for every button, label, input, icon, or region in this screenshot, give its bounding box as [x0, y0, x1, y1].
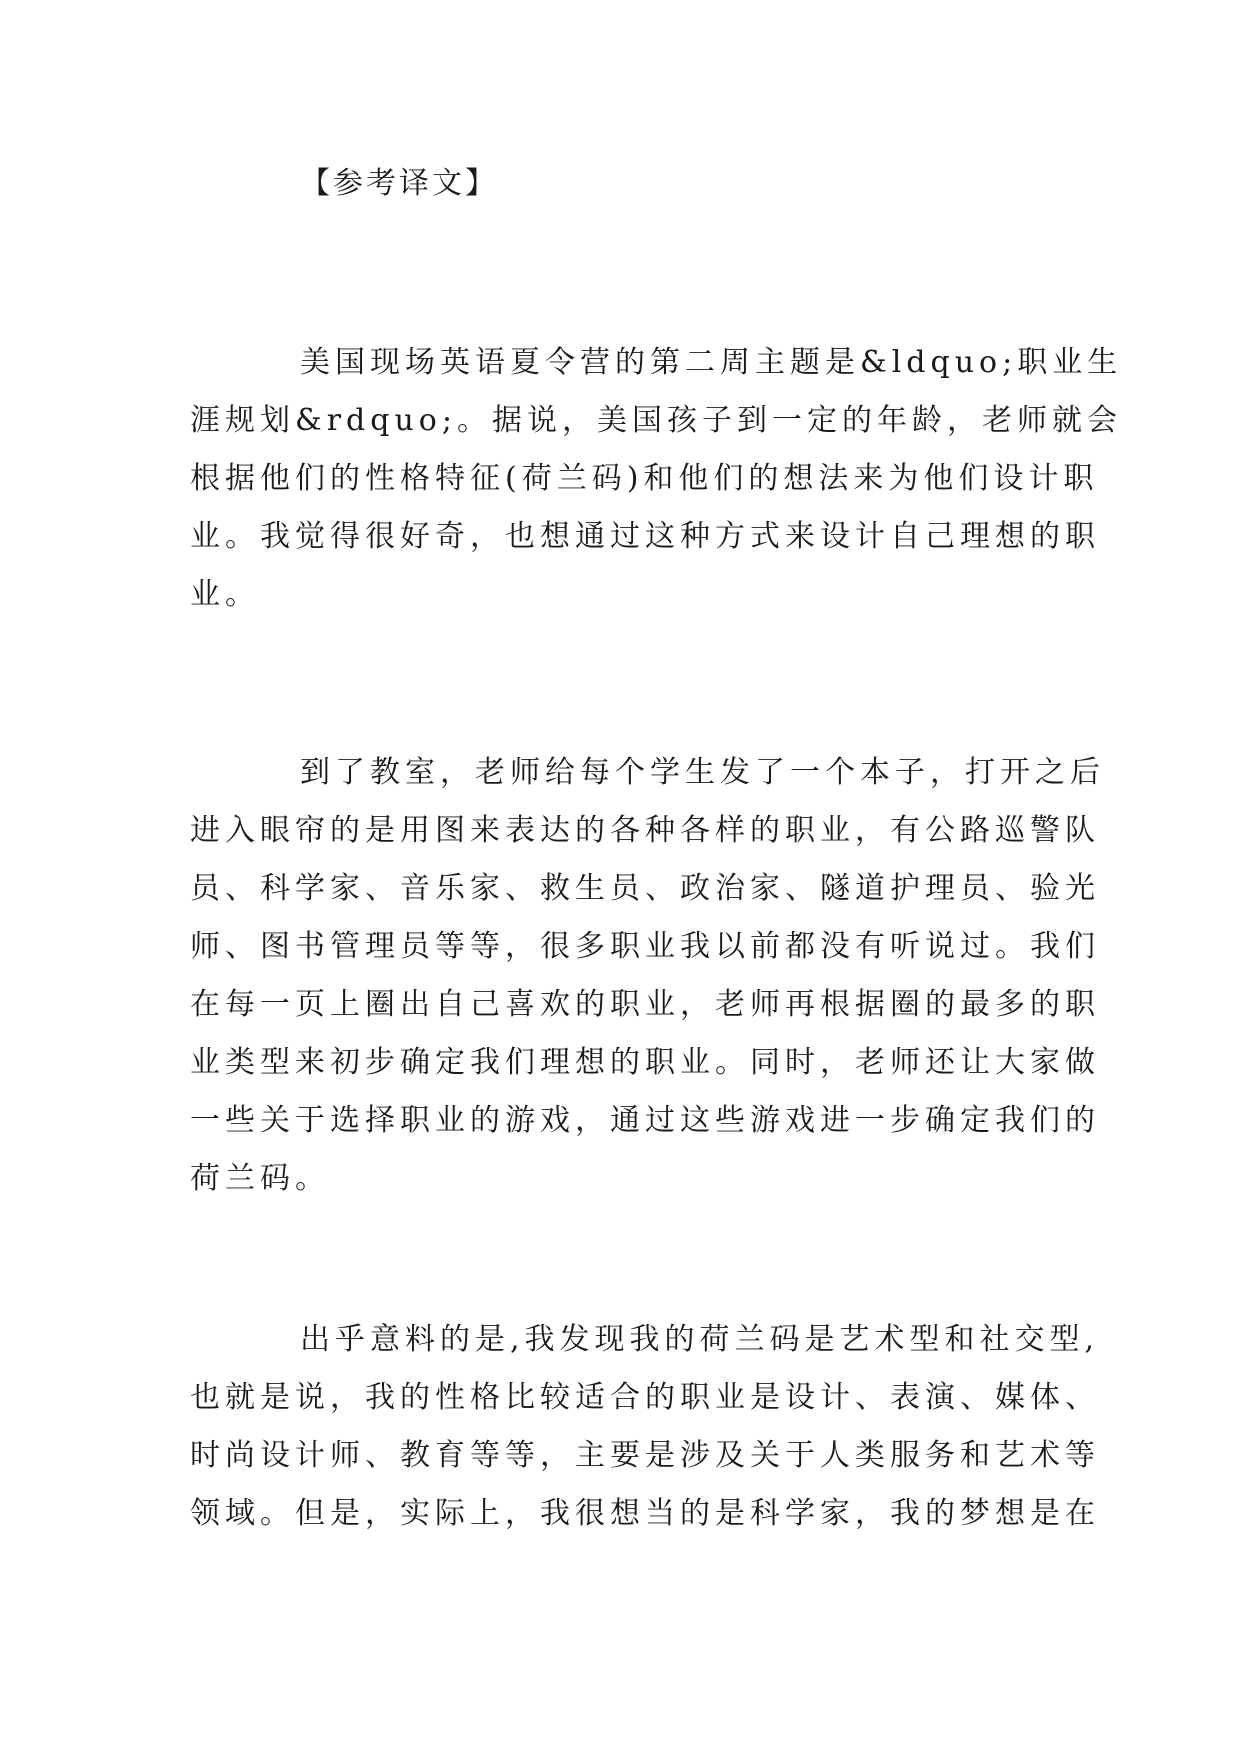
section-heading: 【参考译文】 — [300, 166, 498, 201]
paragraph-2 — [190, 744, 1105, 1208]
text-line: 在每一页上圈出自己喜欢的职业，老师再根据圈的最多的职 — [190, 987, 1100, 1022]
text-line: 时尚设计师、教育等等，主要是涉及关于人类服务和艺术等 — [190, 1438, 1100, 1473]
text-line: 业。 — [190, 577, 260, 612]
paragraph-1 — [190, 334, 1123, 624]
text-line: 美国现场英语夏令营的第二周主题是&ldquo;职业生 — [300, 345, 1123, 380]
text-line: 领域。但是，实际上，我很想当的是科学家，我的梦想是在 — [190, 1496, 1100, 1531]
text-line: 员、科学家、音乐家、救生员、政治家、隧道护理员、验光 — [190, 871, 1100, 906]
text-line: 根据他们的性格特征(荷兰码)和他们的想法来为他们设计职 — [190, 461, 1099, 496]
text-line: 涯规划&rdquo;。据说，美国孩子到一定的年龄，老师就会 — [190, 403, 1122, 438]
text-line: 到了教室，老师给每个学生发了一个本子，打开之后 — [300, 755, 1105, 790]
text-line: 业。我觉得很好奇，也想通过这种方式来设计自己理想的职 — [190, 519, 1100, 554]
text-line: 一些关于选择职业的游戏，通过这些游戏进一步确定我们的 — [190, 1103, 1100, 1138]
text-line: 进入眼帘的是用图来表达的各种各样的职业，有公路巡警队 — [190, 813, 1100, 848]
text-line: 师、图书管理员等等，很多职业我以前都没有听说过。我们 — [190, 929, 1100, 964]
paragraph-3 — [190, 1311, 1100, 1543]
text-line: 荷兰码。 — [190, 1161, 330, 1196]
text-line: 业类型来初步确定我们理想的职业。同时，老师还让大家做 — [190, 1045, 1100, 1080]
text-line: 也就是说，我的性格比较适合的职业是设计、表演、媒体、 — [190, 1380, 1100, 1415]
text-line: 出乎意料的是,我发现我的荷兰码是艺术型和社交型, — [300, 1322, 1100, 1357]
